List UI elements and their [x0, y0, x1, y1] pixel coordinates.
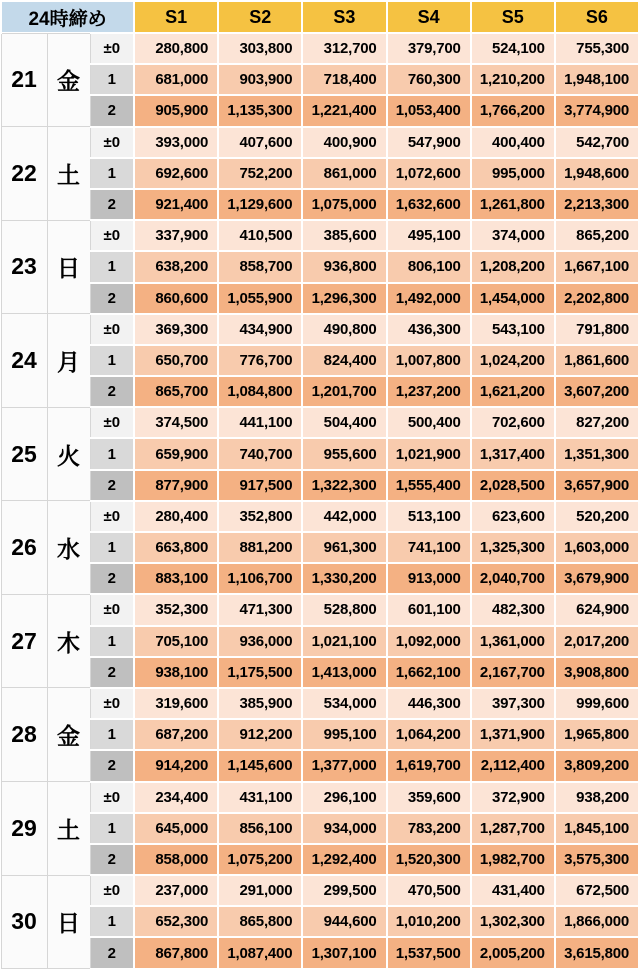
date-cell[interactable]: 28 — [1, 688, 47, 782]
value-cell[interactable]: 692,600 — [134, 158, 218, 189]
offset-label-cell[interactable]: ±0 — [90, 314, 134, 345]
date-cell[interactable]: 27 — [1, 594, 47, 688]
value-cell[interactable]: 861,000 — [302, 158, 386, 189]
value-cell[interactable]: 783,200 — [387, 813, 471, 844]
value-cell[interactable]: 374,000 — [471, 220, 555, 251]
value-cell[interactable]: 645,000 — [134, 813, 218, 844]
offset-label-cell[interactable]: 2 — [90, 376, 134, 407]
value-cell[interactable]: 1,330,200 — [302, 563, 386, 594]
value-cell[interactable]: 1,021,900 — [387, 438, 471, 469]
value-cell[interactable]: 1,845,100 — [555, 813, 639, 844]
value-cell[interactable]: 961,300 — [302, 532, 386, 563]
table-body — [1, 33, 639, 969]
value-cell[interactable]: 1,302,300 — [471, 906, 555, 937]
value-cell[interactable]: 865,800 — [218, 906, 302, 937]
value-cell[interactable]: 1,261,800 — [471, 189, 555, 220]
value-cell[interactable]: 1,621,200 — [471, 376, 555, 407]
value-cell[interactable]: 995,000 — [471, 158, 555, 189]
value-cell[interactable]: 234,400 — [134, 782, 218, 813]
value-cell[interactable]: 471,300 — [218, 594, 302, 625]
column-header-s2[interactable]: S2 — [218, 1, 302, 33]
value-cell[interactable]: 410,500 — [218, 220, 302, 251]
value-cell[interactable]: 3,774,900 — [555, 95, 639, 126]
offset-label-cell[interactable]: 2 — [90, 95, 134, 126]
data-row — [1, 688, 639, 719]
value-cell[interactable]: 936,800 — [302, 251, 386, 282]
value-cell[interactable]: 827,200 — [555, 407, 639, 438]
offset-label-cell[interactable]: 1 — [90, 719, 134, 750]
value-cell[interactable]: 806,100 — [387, 251, 471, 282]
value-cell[interactable]: 385,600 — [302, 220, 386, 251]
data-row — [1, 719, 639, 750]
value-cell[interactable]: 1,948,600 — [555, 158, 639, 189]
value-cell[interactable]: 2,213,300 — [555, 189, 639, 220]
data-row — [1, 127, 639, 158]
offset-label-cell[interactable]: 2 — [90, 283, 134, 314]
data-row — [1, 594, 639, 625]
value-cell[interactable]: 1,055,900 — [218, 283, 302, 314]
offset-label-cell[interactable]: 2 — [90, 750, 134, 781]
offset-label-cell[interactable]: ±0 — [90, 127, 134, 158]
value-cell[interactable]: 470,500 — [387, 875, 471, 906]
value-cell[interactable]: 1,221,400 — [302, 95, 386, 126]
value-cell[interactable]: 858,000 — [134, 844, 218, 875]
value-cell[interactable]: 1,287,700 — [471, 813, 555, 844]
value-cell[interactable]: 650,700 — [134, 345, 218, 376]
data-row — [1, 750, 639, 781]
value-cell[interactable]: 1,492,000 — [387, 283, 471, 314]
value-cell[interactable]: 1,210,200 — [471, 64, 555, 95]
value-cell[interactable]: 397,300 — [471, 688, 555, 719]
value-cell[interactable]: 393,000 — [134, 127, 218, 158]
value-cell[interactable]: 1,145,600 — [218, 750, 302, 781]
value-cell[interactable]: 936,000 — [218, 626, 302, 657]
value-cell[interactable]: 1,201,700 — [302, 376, 386, 407]
date-cell[interactable]: 26 — [1, 501, 47, 595]
value-cell[interactable]: 547,900 — [387, 127, 471, 158]
data-row — [1, 64, 639, 95]
value-cell[interactable]: 369,300 — [134, 314, 218, 345]
offset-label-cell[interactable]: ±0 — [90, 501, 134, 532]
date-cell[interactable]: 25 — [1, 407, 47, 501]
value-cell[interactable]: 705,100 — [134, 626, 218, 657]
value-cell[interactable]: 791,800 — [555, 314, 639, 345]
value-cell[interactable]: 520,200 — [555, 501, 639, 532]
value-cell[interactable]: 2,112,400 — [471, 750, 555, 781]
offset-label-cell[interactable]: 2 — [90, 937, 134, 968]
value-cell[interactable]: 436,300 — [387, 314, 471, 345]
data-row — [1, 813, 639, 844]
value-cell[interactable]: 865,200 — [555, 220, 639, 251]
value-cell[interactable]: 718,400 — [302, 64, 386, 95]
value-cell[interactable]: 1,075,000 — [302, 189, 386, 220]
value-cell[interactable]: 1,084,800 — [218, 376, 302, 407]
value-cell[interactable]: 752,200 — [218, 158, 302, 189]
value-cell[interactable]: 934,000 — [302, 813, 386, 844]
value-cell[interactable]: 672,500 — [555, 875, 639, 906]
column-header-s1[interactable]: S1 — [134, 1, 218, 33]
value-cell[interactable]: 1,129,600 — [218, 189, 302, 220]
data-row — [1, 657, 639, 688]
value-cell[interactable]: 504,400 — [302, 407, 386, 438]
value-cell[interactable]: 867,800 — [134, 937, 218, 968]
header-row — [1, 1, 639, 33]
value-cell[interactable]: 237,000 — [134, 875, 218, 906]
value-cell[interactable]: 312,700 — [302, 33, 386, 64]
data-row — [1, 937, 639, 968]
data-row — [1, 220, 639, 251]
offset-label-cell[interactable]: 2 — [90, 563, 134, 594]
value-cell[interactable]: 2,202,800 — [555, 283, 639, 314]
value-cell[interactable]: 542,700 — [555, 127, 639, 158]
data-row — [1, 345, 639, 376]
data-row — [1, 563, 639, 594]
value-cell[interactable]: 624,900 — [555, 594, 639, 625]
value-cell[interactable]: 824,400 — [302, 345, 386, 376]
value-cell[interactable]: 883,100 — [134, 563, 218, 594]
offset-label-cell[interactable]: 1 — [90, 906, 134, 937]
offset-label-cell[interactable]: 2 — [90, 657, 134, 688]
date-cell[interactable]: 22 — [1, 127, 47, 221]
value-cell[interactable]: 1,106,700 — [218, 563, 302, 594]
value-cell[interactable]: 760,300 — [387, 64, 471, 95]
value-cell[interactable]: 1,866,000 — [555, 906, 639, 937]
value-cell[interactable]: 434,900 — [218, 314, 302, 345]
value-cell[interactable]: 1,021,100 — [302, 626, 386, 657]
value-cell[interactable]: 1,307,100 — [302, 937, 386, 968]
data-row — [1, 875, 639, 906]
value-cell[interactable]: 1,072,600 — [387, 158, 471, 189]
value-cell[interactable]: 1,075,200 — [218, 844, 302, 875]
data-row — [1, 158, 639, 189]
value-cell[interactable]: 659,900 — [134, 438, 218, 469]
value-cell[interactable]: 741,100 — [387, 532, 471, 563]
data-row — [1, 407, 639, 438]
date-cell[interactable]: 30 — [1, 875, 47, 969]
value-cell[interactable]: 299,500 — [302, 875, 386, 906]
value-cell[interactable]: 400,900 — [302, 127, 386, 158]
value-cell[interactable]: 1,667,100 — [555, 251, 639, 282]
value-cell[interactable]: 1,555,400 — [387, 470, 471, 501]
data-row — [1, 470, 639, 501]
value-cell[interactable]: 495,100 — [387, 220, 471, 251]
value-cell[interactable]: 1,371,900 — [471, 719, 555, 750]
day-cell[interactable]: 木 — [47, 594, 90, 688]
value-cell[interactable]: 1,662,100 — [387, 657, 471, 688]
value-cell[interactable]: 1,965,800 — [555, 719, 639, 750]
value-cell[interactable]: 1,351,300 — [555, 438, 639, 469]
day-cell[interactable]: 土 — [47, 127, 90, 221]
value-cell[interactable]: 877,900 — [134, 470, 218, 501]
value-cell[interactable]: 407,600 — [218, 127, 302, 158]
offset-label-cell[interactable]: ±0 — [90, 782, 134, 813]
data-row — [1, 438, 639, 469]
value-cell[interactable]: 914,200 — [134, 750, 218, 781]
value-cell[interactable]: 3,908,800 — [555, 657, 639, 688]
data-row — [1, 782, 639, 813]
value-cell[interactable]: 905,900 — [134, 95, 218, 126]
value-cell[interactable]: 1,520,300 — [387, 844, 471, 875]
value-cell[interactable]: 490,800 — [302, 314, 386, 345]
data-row — [1, 626, 639, 657]
value-cell[interactable]: 2,005,200 — [471, 937, 555, 968]
column-header-s3[interactable]: S3 — [302, 1, 386, 33]
value-cell[interactable]: 280,400 — [134, 501, 218, 532]
value-cell[interactable]: 1,603,000 — [555, 532, 639, 563]
value-cell[interactable]: 379,700 — [387, 33, 471, 64]
day-cell[interactable]: 金 — [47, 688, 90, 782]
date-cell[interactable]: 24 — [1, 314, 47, 408]
value-cell[interactable]: 2,040,700 — [471, 563, 555, 594]
value-cell[interactable]: 352,300 — [134, 594, 218, 625]
data-row — [1, 189, 639, 220]
value-cell[interactable]: 1,632,600 — [387, 189, 471, 220]
value-cell[interactable]: 917,500 — [218, 470, 302, 501]
value-cell[interactable]: 663,800 — [134, 532, 218, 563]
value-cell[interactable]: 1,237,200 — [387, 376, 471, 407]
data-row — [1, 532, 639, 563]
offset-label-cell[interactable]: 1 — [90, 626, 134, 657]
column-header-s6[interactable]: S6 — [555, 1, 639, 33]
value-cell[interactable]: 1,292,400 — [302, 844, 386, 875]
value-cell[interactable]: 431,100 — [218, 782, 302, 813]
value-cell[interactable]: 938,100 — [134, 657, 218, 688]
day-cell[interactable]: 金 — [47, 33, 90, 127]
value-cell[interactable]: 1,322,300 — [302, 470, 386, 501]
value-cell[interactable]: 912,200 — [218, 719, 302, 750]
value-cell[interactable]: 1,766,200 — [471, 95, 555, 126]
data-row — [1, 376, 639, 407]
value-cell[interactable]: 638,200 — [134, 251, 218, 282]
data-row — [1, 844, 639, 875]
value-cell[interactable]: 3,607,200 — [555, 376, 639, 407]
value-cell[interactable]: 482,300 — [471, 594, 555, 625]
offset-label-cell[interactable]: ±0 — [90, 594, 134, 625]
value-cell[interactable]: 1,619,700 — [387, 750, 471, 781]
value-cell[interactable]: 1,024,200 — [471, 345, 555, 376]
value-cell[interactable]: 1,537,500 — [387, 937, 471, 968]
value-cell[interactable]: 601,100 — [387, 594, 471, 625]
value-cell[interactable]: 534,000 — [302, 688, 386, 719]
value-cell[interactable]: 528,800 — [302, 594, 386, 625]
value-cell[interactable]: 995,100 — [302, 719, 386, 750]
value-cell[interactable]: 1,361,000 — [471, 626, 555, 657]
offset-label-cell[interactable]: ±0 — [90, 688, 134, 719]
value-cell[interactable]: 372,900 — [471, 782, 555, 813]
offset-label-cell[interactable]: 2 — [90, 844, 134, 875]
value-cell[interactable]: 755,300 — [555, 33, 639, 64]
column-header-s5[interactable]: S5 — [471, 1, 555, 33]
day-cell[interactable]: 日 — [47, 875, 90, 969]
value-cell[interactable]: 944,600 — [302, 906, 386, 937]
day-cell[interactable]: 水 — [47, 501, 90, 595]
value-cell[interactable]: 856,100 — [218, 813, 302, 844]
offset-label-cell[interactable]: 1 — [90, 64, 134, 95]
value-cell[interactable]: 400,400 — [471, 127, 555, 158]
table-title-cell[interactable]: 24時締め — [1, 1, 134, 33]
value-cell[interactable]: 776,700 — [218, 345, 302, 376]
value-cell[interactable]: 3,575,300 — [555, 844, 639, 875]
value-cell[interactable]: 860,600 — [134, 283, 218, 314]
value-cell[interactable]: 374,500 — [134, 407, 218, 438]
value-cell[interactable]: 1,325,300 — [471, 532, 555, 563]
value-cell[interactable]: 446,300 — [387, 688, 471, 719]
value-cell[interactable]: 1,208,200 — [471, 251, 555, 282]
value-cell[interactable]: 441,100 — [218, 407, 302, 438]
value-cell[interactable]: 337,900 — [134, 220, 218, 251]
value-cell[interactable]: 385,900 — [218, 688, 302, 719]
offset-label-cell[interactable]: ±0 — [90, 220, 134, 251]
value-cell[interactable]: 524,100 — [471, 33, 555, 64]
value-cell[interactable]: 1,317,400 — [471, 438, 555, 469]
value-cell[interactable]: 652,300 — [134, 906, 218, 937]
value-cell[interactable]: 1,861,600 — [555, 345, 639, 376]
data-row — [1, 33, 639, 64]
value-cell[interactable]: 999,600 — [555, 688, 639, 719]
value-cell[interactable]: 280,800 — [134, 33, 218, 64]
value-cell[interactable]: 3,615,800 — [555, 937, 639, 968]
data-row — [1, 314, 639, 345]
value-cell[interactable]: 1,053,400 — [387, 95, 471, 126]
value-cell[interactable]: 702,600 — [471, 407, 555, 438]
value-cell[interactable]: 1,377,000 — [302, 750, 386, 781]
offset-label-cell[interactable]: 1 — [90, 158, 134, 189]
value-cell[interactable]: 1,010,200 — [387, 906, 471, 937]
value-cell[interactable]: 1,064,200 — [387, 719, 471, 750]
value-cell[interactable]: 3,679,900 — [555, 563, 639, 594]
offset-label-cell[interactable]: 2 — [90, 189, 134, 220]
value-cell[interactable]: 687,200 — [134, 719, 218, 750]
value-cell[interactable]: 1,454,000 — [471, 283, 555, 314]
value-cell[interactable]: 442,000 — [302, 501, 386, 532]
value-cell[interactable]: 1,175,500 — [218, 657, 302, 688]
data-row — [1, 283, 639, 314]
value-cell[interactable]: 500,400 — [387, 407, 471, 438]
value-cell[interactable]: 431,400 — [471, 875, 555, 906]
value-cell[interactable]: 903,900 — [218, 64, 302, 95]
value-cell[interactable]: 681,000 — [134, 64, 218, 95]
offset-label-cell[interactable]: ±0 — [90, 875, 134, 906]
value-cell[interactable]: 352,800 — [218, 501, 302, 532]
offset-label-cell[interactable]: 1 — [90, 813, 134, 844]
data-row — [1, 251, 639, 282]
data-row — [1, 501, 639, 532]
value-cell[interactable]: 513,100 — [387, 501, 471, 532]
value-cell[interactable]: 1,413,000 — [302, 657, 386, 688]
offset-label-cell[interactable]: 2 — [90, 470, 134, 501]
day-cell[interactable]: 日 — [47, 220, 90, 314]
day-cell[interactable]: 月 — [47, 314, 90, 408]
value-cell[interactable]: 740,700 — [218, 438, 302, 469]
column-header-s4[interactable]: S4 — [387, 1, 471, 33]
value-cell[interactable]: 1,296,300 — [302, 283, 386, 314]
data-row — [1, 906, 639, 937]
value-cell[interactable]: 2,167,700 — [471, 657, 555, 688]
date-cell[interactable]: 29 — [1, 782, 47, 876]
value-cell[interactable]: 2,017,200 — [555, 626, 639, 657]
data-row — [1, 95, 639, 126]
value-cell[interactable]: 955,600 — [302, 438, 386, 469]
value-cell[interactable]: 296,100 — [302, 782, 386, 813]
value-cell[interactable]: 881,200 — [218, 532, 302, 563]
value-cell[interactable]: 913,000 — [387, 563, 471, 594]
value-cell[interactable]: 543,100 — [471, 314, 555, 345]
value-cell[interactable]: 1,948,100 — [555, 64, 639, 95]
value-cell[interactable]: 623,600 — [471, 501, 555, 532]
value-cell[interactable]: 1,092,000 — [387, 626, 471, 657]
offset-label-cell[interactable]: 1 — [90, 438, 134, 469]
value-cell[interactable]: 1,135,300 — [218, 95, 302, 126]
value-cell[interactable]: 3,657,900 — [555, 470, 639, 501]
date-cell[interactable]: 23 — [1, 220, 47, 314]
value-cell[interactable]: 303,800 — [218, 33, 302, 64]
day-cell[interactable]: 火 — [47, 407, 90, 501]
day-cell[interactable]: 土 — [47, 782, 90, 876]
value-cell[interactable]: 2,028,500 — [471, 470, 555, 501]
offset-label-cell[interactable]: 1 — [90, 532, 134, 563]
value-cell[interactable]: 359,600 — [387, 782, 471, 813]
offset-label-cell[interactable]: ±0 — [90, 407, 134, 438]
value-cell[interactable]: 938,200 — [555, 782, 639, 813]
offset-label-cell[interactable]: ±0 — [90, 33, 134, 64]
value-cell[interactable]: 3,809,200 — [555, 750, 639, 781]
value-cell[interactable]: 858,700 — [218, 251, 302, 282]
value-cell[interactable]: 921,400 — [134, 189, 218, 220]
value-cell[interactable]: 291,000 — [218, 875, 302, 906]
date-cell[interactable]: 21 — [1, 33, 47, 127]
value-cell[interactable]: 1,087,400 — [218, 937, 302, 968]
value-cell[interactable]: 865,700 — [134, 376, 218, 407]
offset-label-cell[interactable]: 1 — [90, 251, 134, 282]
value-cell[interactable]: 319,600 — [134, 688, 218, 719]
value-cell[interactable]: 1,007,800 — [387, 345, 471, 376]
offset-label-cell[interactable]: 1 — [90, 345, 134, 376]
value-cell[interactable]: 1,982,700 — [471, 844, 555, 875]
